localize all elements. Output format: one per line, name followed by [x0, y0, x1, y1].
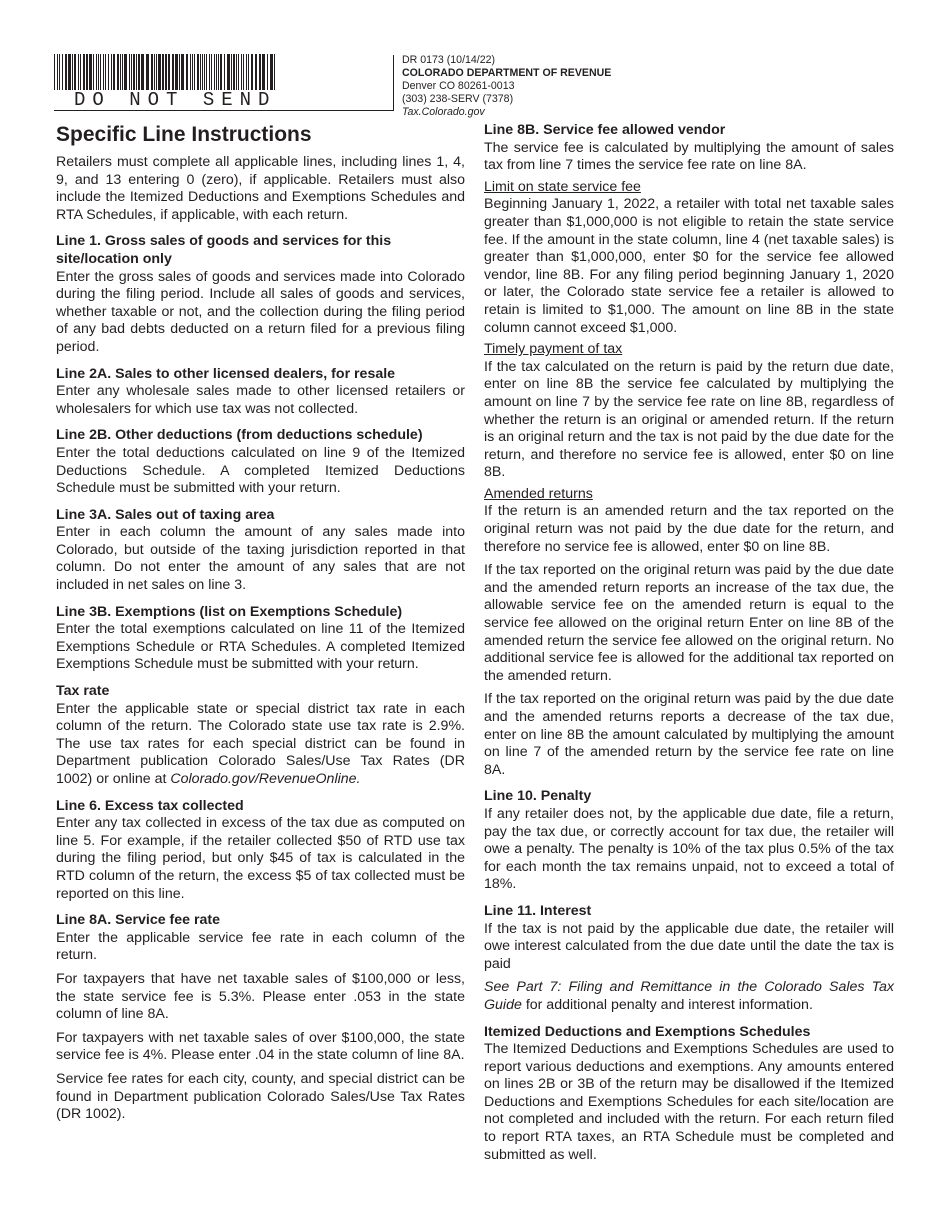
- line2a-text: Enter any wholesale sales made to other licensed retailers or wholesalers for which use tax was not collected.: [56, 383, 465, 417]
- tax-rate-text: [56, 701, 465, 789]
- line8b-text: The service fee is calculated by multiplying the amount of sales tax from line 7 times the service fee rate on line 8A.: [484, 139, 894, 174]
- line11-heading: Line 11. Interest: [484, 902, 592, 919]
- amended-text-1: If the return is an amended return and the tax reported on the original return was not paid by the due date for the return, and therefore no service fee is allowed, enter $0 on line 8B.: [484, 503, 894, 555]
- limit-subheading: Limit on state service fee: [484, 178, 641, 195]
- line6-heading: Line 6. Excess tax collected: [56, 797, 244, 814]
- form-number: DR 0173 (10/14/22): [402, 54, 496, 66]
- tax-rate-heading: Tax rate: [56, 683, 110, 700]
- line10-text: If any retailer does not, by the applicable due date, file a return, pay the tax due, or correctly account for tax due, the retailer will owe a penalty. The penalty is 10% of the tax plus 0.5% of the tax for each month the tax remains unpaid, not to exceed a total of 18%.: [484, 805, 894, 893]
- agency-name: COLORADO DEPARTMENT OF REVENUE: [402, 67, 612, 79]
- line8a-text-2: For taxpayers that have net taxable sales of $100,000 or less, the state service fee is 5.3%. Please enter .053 in the state column of line 8A.: [56, 970, 465, 1023]
- line11-see-tail: for additional penalty and interest information.: [525, 996, 813, 1013]
- line3a-heading: Line 3A. Sales out of taxing area: [56, 506, 275, 523]
- line11-see-text: [484, 979, 894, 1014]
- revenue-online-link[interactable]: Colorado.gov/RevenueOnline.: [170, 771, 361, 787]
- timely-subheading: Timely payment of tax: [484, 341, 623, 358]
- agency-city: Denver CO 80261-0013: [402, 80, 515, 92]
- tax-rate-body: Enter the applicable state or special district tax rate in each column of the return. The Colorado state use tax rate is 2.9%. The use tax rates for each special district can be found in Department publication Colorado Sales/Use Tax Rates (DR 1002) or online at: [56, 700, 465, 787]
- right-column: [484, 122, 894, 1164]
- amended-text-2: If the tax reported on the original return was paid by the due date and the amended return reports an increase of the tax due, the allowable service fee on the amended return is equal to the service fee allowed on the original return Enter on line 8B of the amended return the service fee allowed on the original return. No additional service fee is allowed for the additional tax reported on the amended return.: [484, 562, 894, 684]
- line1-text: Enter the gross sales of goods and services made into Colorado during the filing period. Include all sales of goods and services, whether taxable or not, and the collection during the filing period of any bad debts deducted on a return filed for a previous filing period.: [56, 268, 465, 355]
- intro-text: Retailers must complete all applicable lines, including lines 1, 4, 9, and 13 entering 0 (zero), if applicable. Retailers must also include the Itemized Deductions and Exemptions Schedules and RTA Schedules, if applicable, with each return.: [56, 154, 465, 223]
- line6-text: Enter any tax collected in excess of the tax due as computed on line 5. For example, if the retailer collected $50 of RTD use tax during the filing period, but only $45 of tax is calculated in the RTD column of the return, the excess $5 of tax collected must be reported on this line.: [56, 815, 465, 902]
- line3a-text: Enter in each column the amount of any sales made into Colorado, but outside of the taxing jurisdiction reported in that column. Do not enter the amount of any sales that are not included in net sales on line 3.: [56, 524, 465, 594]
- line2a-heading: Line 2A. Sales to other licensed dealers, for resale: [56, 365, 396, 382]
- line3b-heading: Line 3B. Exemptions (list on Exemptions Schedule): [56, 603, 403, 620]
- timely-text: If the tax calculated on the return is paid by the return due date, enter on line 8B the service fee calculated by multiplying the amount on line 7 by the service fee rate on line 8B, regardless of whether the return is an original or amended return. If the return is an original return and the tax is not paid by the due date for the return, and therefore no service fee is allowed, enter $0 on line 8B.: [484, 358, 894, 481]
- itemized-heading: Itemized Deductions and Exemptions Schedules: [484, 1023, 811, 1040]
- amended-text-3: If the tax reported on the original return was paid by the due date and the amended returns reports a decrease of the tax due, enter on line 8B the amount calculated by multiplying the amount on line 7 of the amended return by the service fee rate on line 8A.: [484, 691, 894, 778]
- line8b-heading: Line 8B. Service fee allowed vendor: [484, 122, 726, 138]
- left-column: [56, 122, 465, 1124]
- barcode-bars: [54, 54, 280, 90]
- agency-phone: (303) 238-SERV (7378): [402, 93, 514, 105]
- agency-website: Tax.Colorado.gov: [402, 106, 485, 118]
- sales-tax-guide-ref: See Part 7: Filing and Remittance in the Colorado Sales Tax Guide: [484, 979, 894, 1013]
- limit-text: Beginning January 1, 2022, a retailer with total net taxable sales greater than $1,000,000 is not eligible to retain the state service fee. If the amount in the state column, line 4 (net taxable sales) is greater than $1,000,000, enter $0 for the service fee allowed vendor, line 8B. For any filing period beginning January 1, 2020 or later, the Colorado state service fee a retailer is allowed to retain is limited to $1,000. The amount on line 8B in the state column cannot exceed $1,000.: [484, 196, 894, 336]
- line3b-text: Enter the total exemptions calculated on line 11 of the Itemized Exemptions Schedule or RTA Schedules. A completed Itemized Exemptions Schedule must be submitted with your return.: [56, 621, 465, 673]
- page-title: Specific Line Instructions: [56, 123, 312, 146]
- form-header: [402, 54, 611, 119]
- line1-heading: Line 1. Gross sales of goods and services for this site/location only: [56, 233, 392, 267]
- line8a-text-1: Enter the applicable service fee rate in each column of the return.: [56, 929, 465, 964]
- line8a-heading: Line 8A. Service fee rate: [56, 912, 221, 929]
- amended-subheading: Amended returns: [484, 485, 593, 502]
- line11-text: If the tax is not paid by the applicable due date, the retailer will owe interest calculated from the due date until the date the tax is paid: [484, 920, 894, 972]
- itemized-text: The Itemized Deductions and Exemptions Schedules are used to report various deductions and exemptions. Any amounts entered on lines 2B or 3B of the return may be disallowed if the Itemized Deductions and Exemptions Schedules for each site/location are not completed and included with the return. For each return filed to report RTA taxes, an RTA Schedule must be completed and submitted as well.: [484, 1041, 894, 1163]
- line2b-heading: Line 2B. Other deductions (from deductions schedule): [56, 427, 423, 444]
- header-rule: [54, 110, 394, 111]
- line8a-text-3: For taxpayers with net taxable sales of over $100,000, the state service fee is 4%. Please enter .04 in the state column of line 8A.: [56, 1029, 465, 1064]
- line8a-text-4: Service fee rates for each city, county, and special district can be found in Department publication Colorado Sales/Use Tax Rates (DR 1002).: [56, 1070, 465, 1123]
- header-divider: [393, 55, 394, 111]
- line10-heading: Line 10. Penalty: [484, 788, 592, 805]
- barcode: [54, 54, 280, 112]
- do-not-send-label: DO NOT SEND: [74, 89, 277, 111]
- line2b-text: Enter the total deductions calculated on line 9 of the Itemized Deductions Schedule. A completed Itemized Deductions Schedule must be submitted with your return.: [56, 444, 465, 497]
